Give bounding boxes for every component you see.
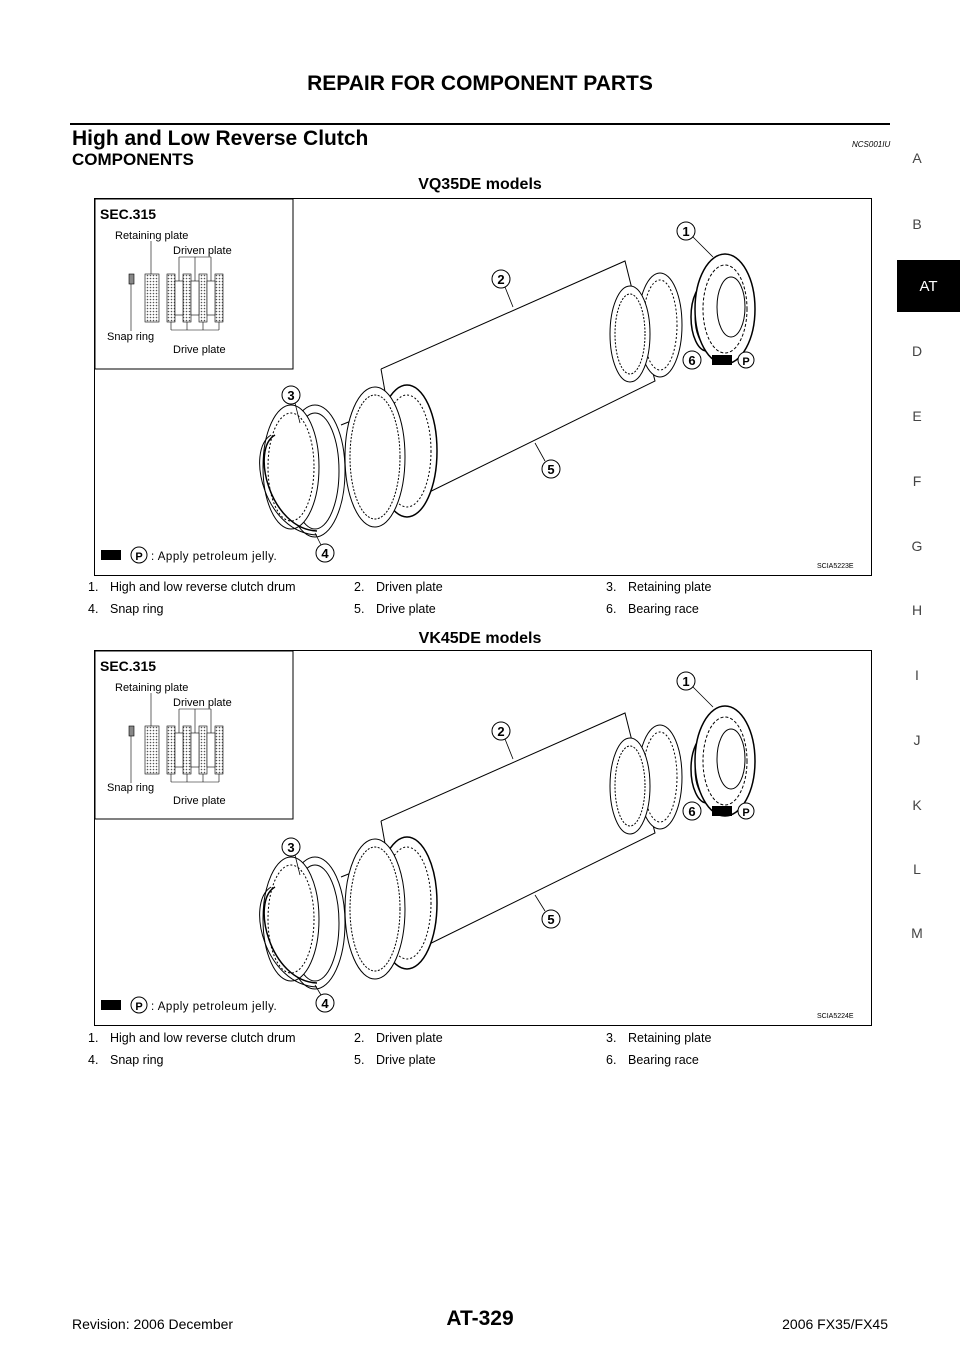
jelly-brush-icon <box>101 550 121 560</box>
side-index-letter[interactable]: H <box>911 602 923 618</box>
callout-4 <box>315 985 334 1012</box>
jelly-note: : Apply petroleum jelly. <box>151 1001 278 1013</box>
inset-label-driven-plate: Driven plate <box>173 245 232 257</box>
svg-text:2: 2 <box>497 724 505 739</box>
inset-label-drive-plate: Drive plate <box>173 344 226 356</box>
side-index-active-tab[interactable]: AT <box>897 260 960 312</box>
callout-5 <box>535 895 560 928</box>
jelly-brush-icon <box>712 806 732 816</box>
svg-text:P: P <box>742 356 750 368</box>
parts-legend-vk45de <box>88 1027 878 1071</box>
side-index-letter[interactable]: K <box>912 797 922 813</box>
sec-label: SEC.315 <box>100 658 157 674</box>
svg-text:5: 5 <box>547 912 555 927</box>
jelly-note: : Apply petroleum jelly. <box>151 551 278 563</box>
table-row: 4. Snap ring 5. Drive plate 6. Bearing race <box>88 602 699 616</box>
side-index-letter[interactable]: E <box>912 408 922 424</box>
svg-text:2: 2 <box>497 272 505 287</box>
clutch-drum <box>695 254 755 364</box>
side-index-letter[interactable]: I <box>915 667 919 683</box>
side-index-letter[interactable]: M <box>911 925 923 941</box>
section-code: NCS001IU <box>852 140 891 149</box>
table-row: 1. High and low reverse clutch drum 2. Driven plate 3. Retaining plate <box>88 1031 712 1045</box>
svg-text:P: P <box>135 1001 143 1013</box>
svg-text:4: 4 <box>321 546 329 561</box>
figure-id: SCIA5223E <box>817 563 854 570</box>
sec-label: SEC.315 <box>100 206 157 222</box>
inset-label-retaining-plate: Retaining plate <box>115 682 189 694</box>
svg-text:1: 1 <box>682 224 690 239</box>
inset-label-snap-ring: Snap ring <box>107 331 155 343</box>
svg-text:P: P <box>742 807 750 819</box>
section-title: High and Low Reverse Clutch <box>72 127 369 150</box>
inset-label-snap-ring: Snap ring <box>107 782 155 794</box>
side-index-letter[interactable]: D <box>911 343 923 359</box>
callout-1 <box>677 222 713 257</box>
footer-model: 2006 FX35/FX45 <box>782 1316 888 1332</box>
exploded-diagram <box>95 651 871 1025</box>
side-index-letter[interactable]: A <box>912 150 922 166</box>
side-index-letter[interactable]: G <box>911 538 923 554</box>
header-rule <box>70 123 890 125</box>
petroleum-jelly-icon <box>131 547 147 563</box>
side-index-letter[interactable]: L <box>913 861 921 877</box>
inset-label-retaining-plate: Retaining plate <box>115 230 189 242</box>
model-title-vk45de: VK45DE models <box>418 630 542 647</box>
subsection-title: COMPONENTS <box>72 150 194 169</box>
callout-2 <box>492 270 513 307</box>
inset-label-drive-plate: Drive plate <box>173 795 226 807</box>
figure-vk45de <box>94 650 872 1026</box>
inset-label-driven-plate: Driven plate <box>173 697 232 709</box>
petroleum-jelly-icon <box>131 997 147 1013</box>
svg-text:6: 6 <box>688 804 696 819</box>
side-index-letter[interactable]: J <box>913 732 921 748</box>
model-title-vq35de: VQ35DE models <box>418 176 542 193</box>
svg-text:P: P <box>135 551 143 563</box>
side-index-letter[interactable]: F <box>912 473 922 489</box>
svg-text:3: 3 <box>287 840 295 855</box>
callout-1 <box>677 672 713 707</box>
callout-4 <box>315 533 334 562</box>
svg-text:4: 4 <box>321 996 329 1011</box>
callout-5 <box>535 443 560 478</box>
svg-text:6: 6 <box>688 353 696 368</box>
side-index <box>897 140 960 940</box>
svg-text:1: 1 <box>682 674 690 689</box>
exploded-diagram <box>95 199 871 575</box>
figure-id: SCIA5224E <box>817 1013 854 1020</box>
svg-text:3: 3 <box>287 388 295 403</box>
footer-page-number: AT-329 <box>446 1307 514 1330</box>
svg-text:5: 5 <box>547 462 555 477</box>
table-row: 4. Snap ring 5. Drive plate 6. Bearing race <box>88 1053 699 1067</box>
exploded-parts <box>260 254 755 537</box>
callout-2 <box>492 722 513 759</box>
jelly-brush-icon <box>101 1000 121 1010</box>
jelly-brush-icon <box>712 355 732 365</box>
parts-legend-vq35de <box>88 576 878 620</box>
page-header: REPAIR FOR COMPONENT PARTS <box>307 72 653 95</box>
table-row: 1. High and low reverse clutch drum 2. Driven plate 3. Retaining plate <box>88 580 712 594</box>
exploded-parts <box>260 706 755 989</box>
figure-vq35de <box>94 198 872 576</box>
side-index-letter[interactable]: B <box>912 216 922 232</box>
footer-revision: Revision: 2006 December <box>72 1316 234 1332</box>
